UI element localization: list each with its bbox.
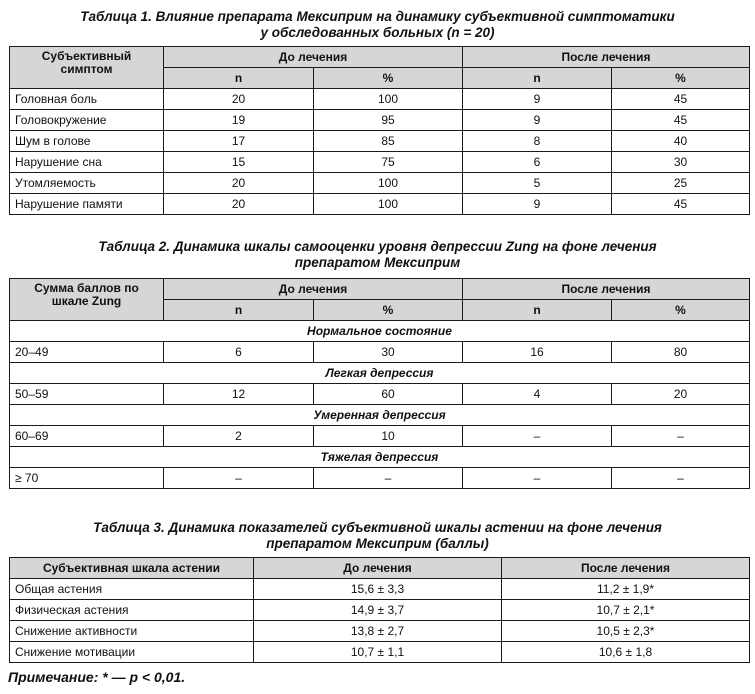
table2-subheader-before-pct: %: [314, 300, 463, 321]
section-title: Умеренная депрессия: [10, 405, 750, 426]
after-n: 9: [463, 89, 612, 110]
table-row: [10, 426, 750, 447]
score-range: ≥ 70: [10, 468, 164, 489]
before-pct: –: [314, 468, 463, 489]
table2-caption-line2: препаратом Мексиприм: [294, 255, 461, 270]
table2-body: [10, 321, 750, 489]
table-row: [10, 89, 750, 110]
after-n: 8: [463, 131, 612, 152]
before-value: 15,6 ± 3,3: [254, 579, 502, 600]
after-n: 9: [463, 194, 612, 215]
after-n: 9: [463, 110, 612, 131]
table2-header-before: До лечения: [164, 279, 463, 300]
table2-caption-line1: Таблица 2. Динамика шкалы самооценки уровня депрессии Zung на фоне лечения: [98, 239, 657, 254]
before-pct: 30: [314, 342, 463, 363]
after-pct: 25: [612, 173, 750, 194]
after-n: –: [463, 426, 612, 447]
table1-subheader-after-pct: %: [612, 68, 750, 89]
table2-caption: [0, 239, 755, 271]
symptom-name: Утомляемость: [10, 173, 164, 194]
table1-subheader-after-n: n: [463, 68, 612, 89]
table2: [9, 278, 750, 489]
before-pct: 85: [314, 131, 463, 152]
table1-subheader-before-n: n: [164, 68, 314, 89]
after-pct: 20: [612, 384, 750, 405]
scale-name: Снижение мотивации: [10, 642, 254, 663]
after-n: 6: [463, 152, 612, 173]
before-n: 6: [164, 342, 314, 363]
after-value: 10,5 ± 2,3*: [502, 621, 750, 642]
table1-caption-line1: Таблица 1. Влияние препарата Мексиприм на динамику субъективной симптоматики: [80, 9, 675, 24]
before-pct: 60: [314, 384, 463, 405]
before-pct: 95: [314, 110, 463, 131]
table1-caption-line2: у обследованных больных (n = 20): [260, 25, 495, 40]
score-range: 60–69: [10, 426, 164, 447]
table1-caption: [0, 9, 755, 41]
symptom-name: Головокружение: [10, 110, 164, 131]
before-n: –: [164, 468, 314, 489]
after-pct: 45: [612, 110, 750, 131]
table1-subheader-before-pct: %: [314, 68, 463, 89]
table3-caption-line1: Таблица 3. Динамика показателей субъективной шкалы астении на фоне лечения: [93, 520, 662, 535]
section-row: [10, 447, 750, 468]
table-row: [10, 152, 750, 173]
after-value: 10,6 ± 1,8: [502, 642, 750, 663]
table3-header-scale: Субъективная шкала астении: [10, 558, 254, 579]
after-pct: –: [612, 468, 750, 489]
before-value: 10,7 ± 1,1: [254, 642, 502, 663]
score-range: 50–59: [10, 384, 164, 405]
before-n: 20: [164, 194, 314, 215]
table-row: [10, 131, 750, 152]
before-n: 20: [164, 173, 314, 194]
after-n: 4: [463, 384, 612, 405]
after-pct: –: [612, 426, 750, 447]
table-row: [10, 579, 750, 600]
symptom-name: Нарушение сна: [10, 152, 164, 173]
before-pct: 100: [314, 89, 463, 110]
before-n: 15: [164, 152, 314, 173]
before-n: 12: [164, 384, 314, 405]
table-row: [10, 384, 750, 405]
section-row: [10, 363, 750, 384]
after-n: –: [463, 468, 612, 489]
table-row: [10, 621, 750, 642]
footnote: Примечание: * — p < 0,01.: [8, 669, 186, 685]
before-n: 20: [164, 89, 314, 110]
before-n: 17: [164, 131, 314, 152]
after-pct: 45: [612, 194, 750, 215]
scale-name: Общая астения: [10, 579, 254, 600]
before-pct: 75: [314, 152, 463, 173]
table3-header-before: До лечения: [254, 558, 502, 579]
after-value: 11,2 ± 1,9*: [502, 579, 750, 600]
after-n: 16: [463, 342, 612, 363]
symptom-name: Шум в голове: [10, 131, 164, 152]
before-value: 13,8 ± 2,7: [254, 621, 502, 642]
section-title: Тяжелая депрессия: [10, 447, 750, 468]
table3-header-after: После лечения: [502, 558, 750, 579]
after-pct: 45: [612, 89, 750, 110]
section-row: [10, 321, 750, 342]
table3: [9, 557, 750, 663]
table3-body: [10, 579, 750, 663]
table1: [9, 46, 750, 215]
table1-header-before: До лечения: [164, 47, 463, 68]
before-n: 2: [164, 426, 314, 447]
after-pct: 30: [612, 152, 750, 173]
before-pct: 100: [314, 194, 463, 215]
table-row: [10, 110, 750, 131]
section-row: [10, 405, 750, 426]
table3-caption: [0, 520, 755, 552]
section-title: Легкая депрессия: [10, 363, 750, 384]
table1-header-after: После лечения: [463, 47, 750, 68]
scale-name: Физическая астения: [10, 600, 254, 621]
table2-subheader-before-n: n: [164, 300, 314, 321]
table2-subheader-after-n: n: [463, 300, 612, 321]
before-pct: 100: [314, 173, 463, 194]
section-title: Нормальное состояние: [10, 321, 750, 342]
table1-body: [10, 89, 750, 215]
table-row: [10, 342, 750, 363]
symptom-name: Головная боль: [10, 89, 164, 110]
table-row: [10, 173, 750, 194]
table-row: [10, 600, 750, 621]
table-row: [10, 642, 750, 663]
after-pct: 80: [612, 342, 750, 363]
table2-header-after: После лечения: [463, 279, 750, 300]
table3-caption-line2: препаратом Мексиприм (баллы): [266, 536, 489, 551]
after-value: 10,7 ± 2,1*: [502, 600, 750, 621]
table-row: [10, 468, 750, 489]
before-n: 19: [164, 110, 314, 131]
table1-header-symptom: Субъективный симптом: [10, 47, 164, 89]
table2-header-score: Сумма баллов по шкале Zung: [10, 279, 164, 321]
table-row: [10, 194, 750, 215]
after-pct: 40: [612, 131, 750, 152]
symptom-name: Нарушение памяти: [10, 194, 164, 215]
before-pct: 10: [314, 426, 463, 447]
scale-name: Снижение активности: [10, 621, 254, 642]
before-value: 14,9 ± 3,7: [254, 600, 502, 621]
score-range: 20–49: [10, 342, 164, 363]
after-n: 5: [463, 173, 612, 194]
table2-subheader-after-pct: %: [612, 300, 750, 321]
